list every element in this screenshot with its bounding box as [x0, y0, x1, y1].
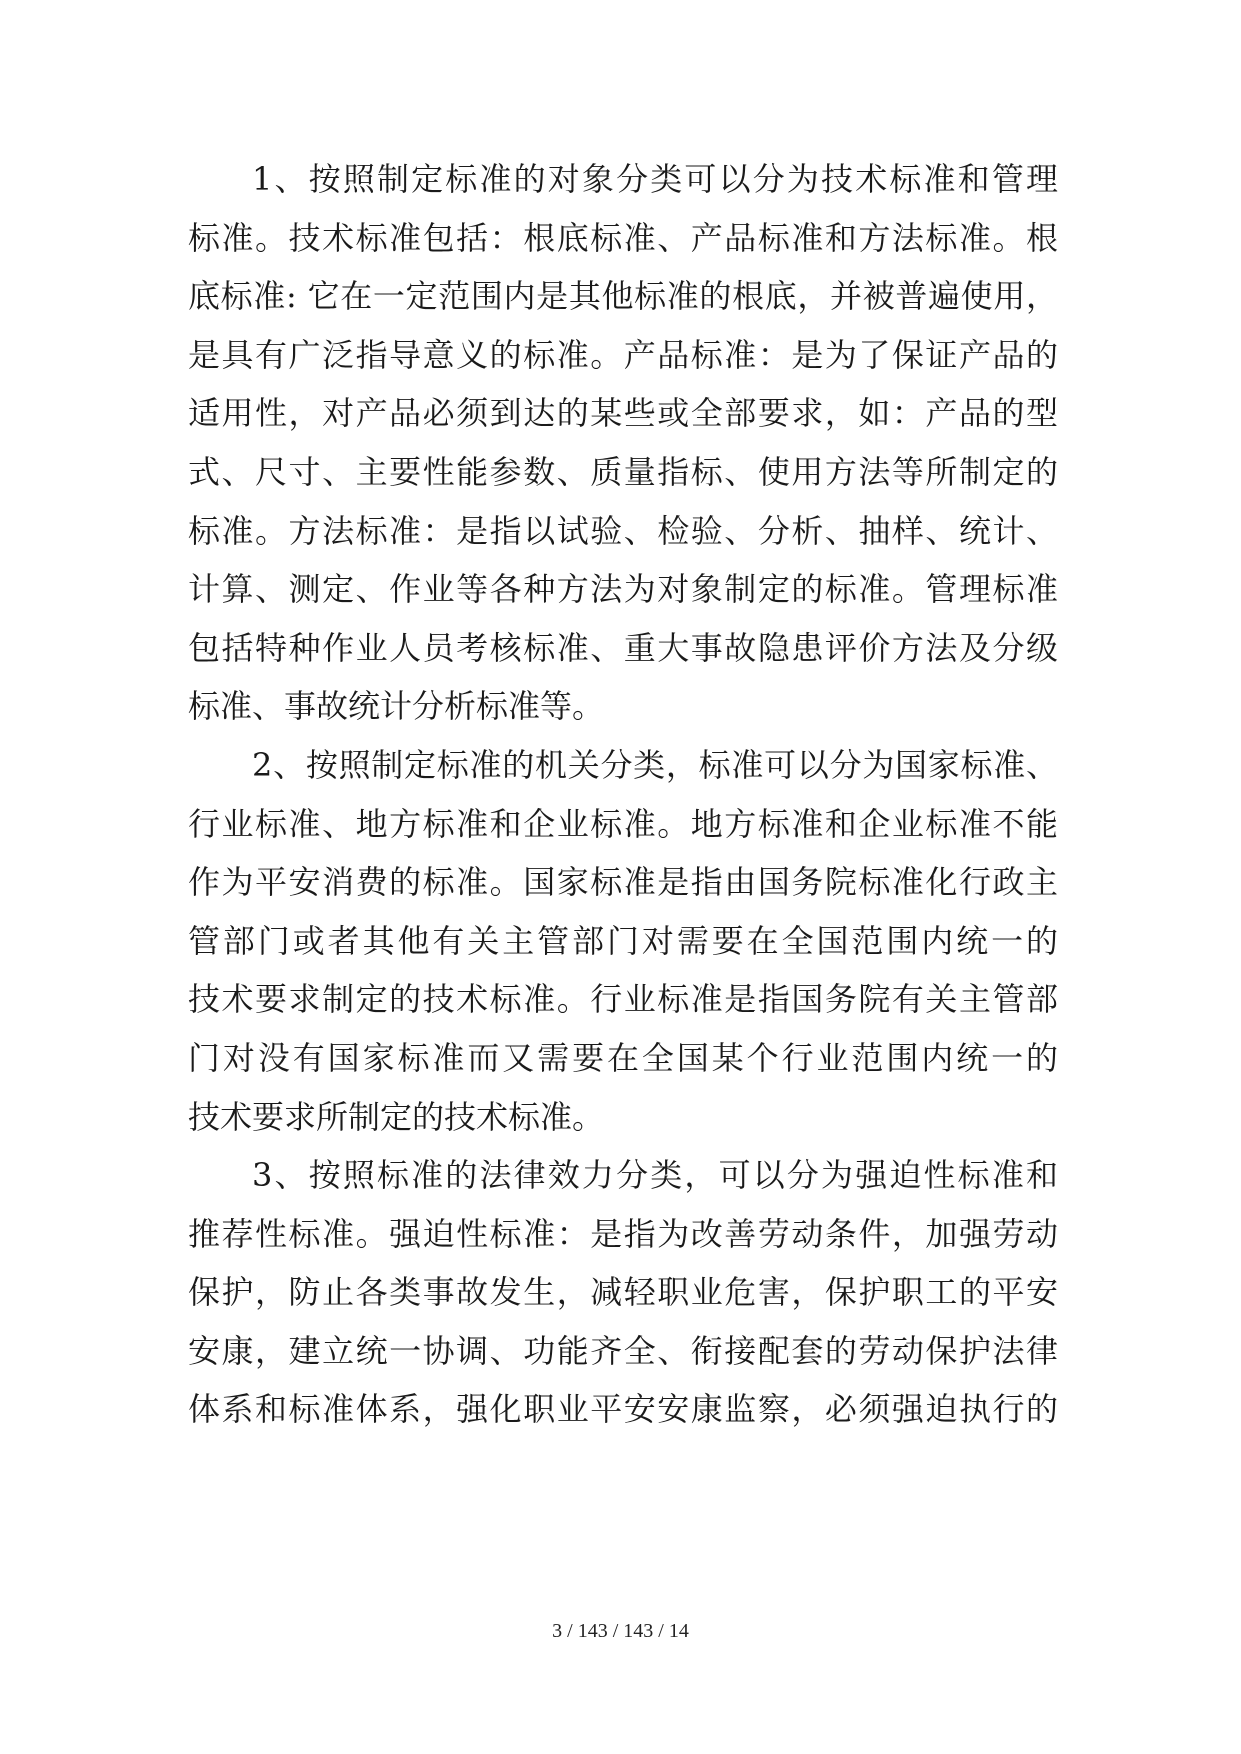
text-line: 计算、测定、作业等各种方法为对象制定的标准。管理标准	[188, 570, 1058, 609]
text-line: 体系和标准体系，强化职业平安安康监察，必须强迫执行的	[188, 1390, 1058, 1429]
text-line: 门对没有国家标准而又需要在全国某个行业范围内统一的	[188, 1038, 1058, 1077]
text-line: 管部门或者其他有关主管部门对需要在全国范围内统一的	[188, 921, 1058, 960]
text-line: 式、尺寸、主要性能参数、质量指标、使用方法等所制定的	[188, 452, 1058, 491]
text-line: 1、按照制定标准的对象分类可以分为技术标准和管理	[252, 160, 1058, 198]
text-line: 技术要求制定的技术标准。行业标准是指国务院有关主管部	[188, 980, 1058, 1019]
text-line: 推荐性标准。强迫性标准：是指为改善劳动条件，加强劳动	[188, 1214, 1058, 1253]
text-line: 2、按照制定标准的机关分类，标准可以分为国家标准、	[252, 745, 1058, 784]
text-line: 适用性，对产品必须到达的某些或全部要求，如：产品的型	[188, 394, 1058, 433]
text-line: 保护，防止各类事故发生，减轻职业危害，保护职工的平安	[188, 1273, 1058, 1312]
text-line: 作为平安消费的标准。国家标准是指由国务院标准化行政主	[188, 863, 1058, 902]
text-line: 标准。方法标准：是指以试验、检验、分析、抽样、统计、	[188, 511, 1058, 550]
text-line: 包括特种作业人员考核标准、重大事故隐患评价方法及分级	[188, 628, 1058, 667]
body-text	[188, 150, 1058, 1439]
text-line: 底标准: 它在一定范围内是其他标准的根底，并被普遍使用，	[188, 277, 1058, 316]
text-line: 3、按照标准的法律效力分类，可以分为强迫性标准和	[252, 1156, 1058, 1195]
text-line: 安康，建立统一协调、功能齐全、衔接配套的劳动保护法律	[188, 1331, 1058, 1370]
text-line: 标准、事故统计分析标准等。	[188, 687, 605, 726]
text-line: 技术要求所制定的技术标准。	[188, 1097, 605, 1136]
text-line: 是具有广泛指导意义的标准。产品标准：是为了保证产品的	[188, 335, 1058, 374]
text-line: 行业标准、地方标准和企业标准。地方标准和企业标准不能	[188, 804, 1058, 843]
page-number-footer: 3 / 143 / 143 / 14	[552, 1620, 689, 1642]
text-line: 标准。技术标准包括：根底标准、产品标准和方法标准。根	[188, 218, 1058, 257]
